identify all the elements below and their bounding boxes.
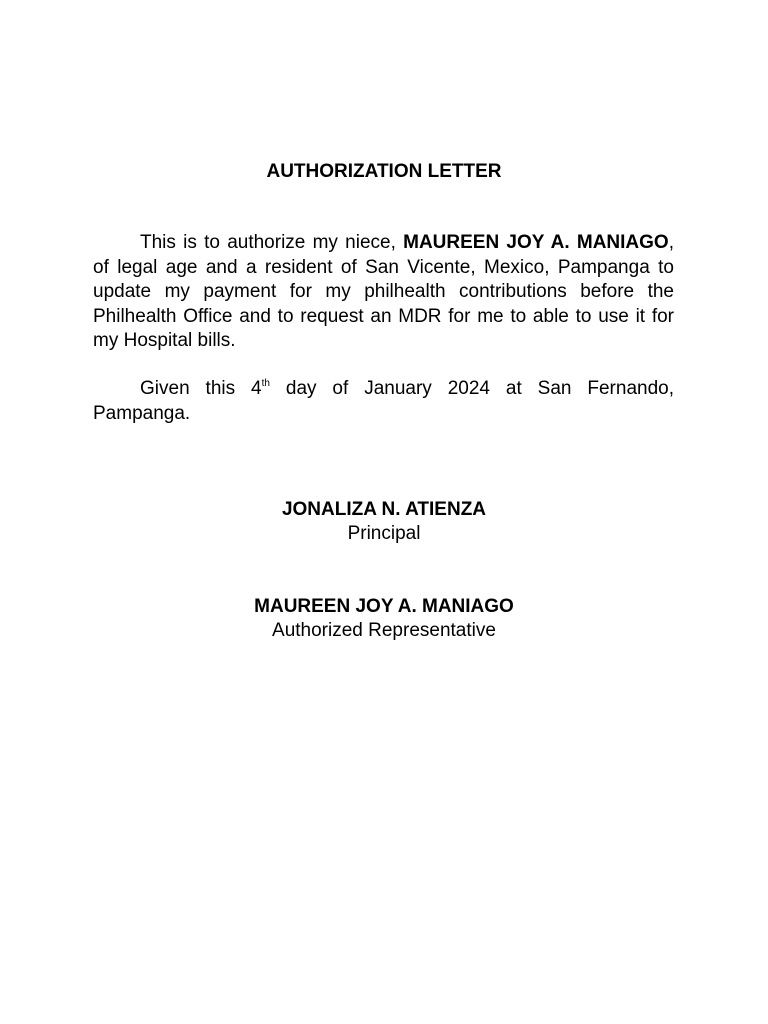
signature-block-representative (0, 595, 768, 643)
signatory-name: MAUREEN JOY A. MANIAGO (254, 596, 514, 617)
signatory-role: Authorized Representative (272, 620, 496, 641)
date-text: Given this 4 (140, 378, 262, 399)
signature-block-principal (0, 498, 768, 546)
signatory-name: JONALIZA N. ATIENZA (281, 499, 487, 520)
document-title: AUTHORIZATION LETTER (266, 161, 502, 182)
date-text: day of January 2024 at San Fernando, Pampanga. (93, 378, 674, 424)
paragraph-text: , of legal age and a resident of San Vicente, Mexico, Pampanga to update my payment for my philhealth contributions before the Philhealth Office and to request an MDR for me to able to use it for my Hospital bills. (93, 232, 674, 351)
paragraph-text: This is to authorize my niece, (140, 232, 404, 253)
date-paragraph (93, 377, 674, 426)
authorized-person-name: MAUREEN JOY A. MANIAGO (403, 232, 669, 253)
authorization-paragraph (93, 231, 674, 354)
ordinal-suffix: th (261, 378, 270, 389)
signatory-role: Principal (347, 523, 421, 544)
